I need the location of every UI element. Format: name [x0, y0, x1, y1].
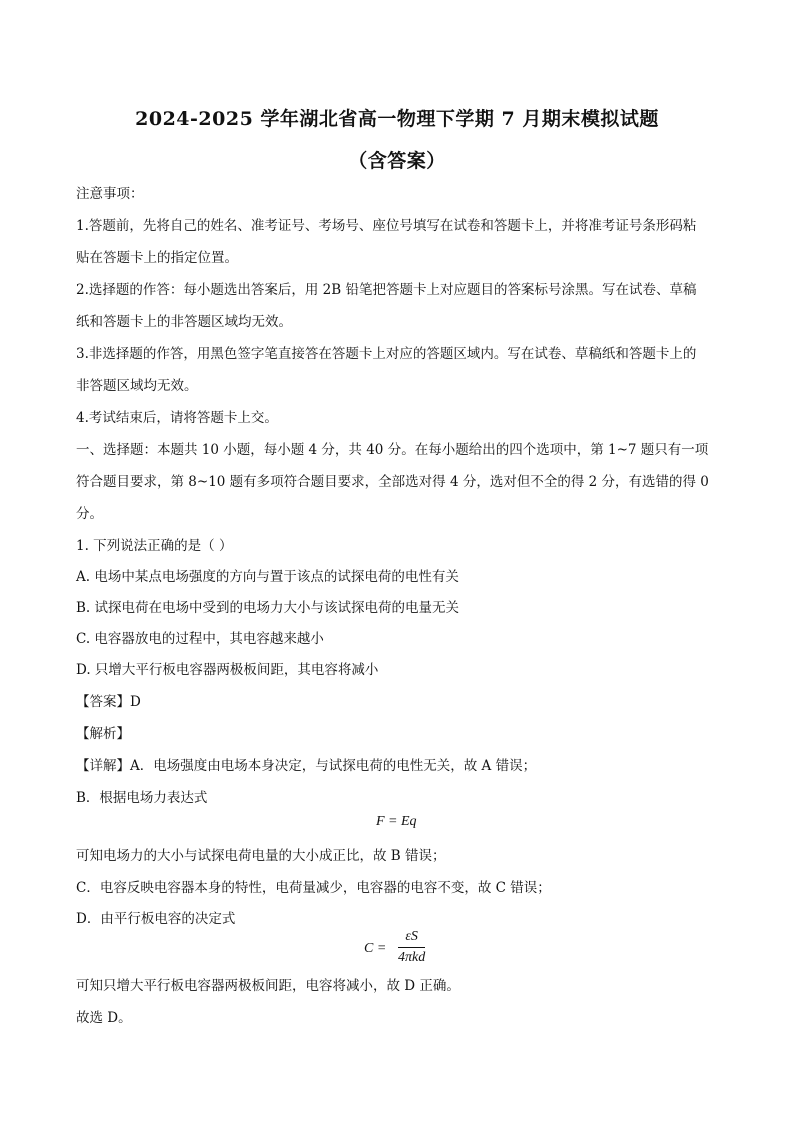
section-instruction: 符合题目要求，第 8~10 题有多项符合题目要求，全部选对得 4 分，选对但不全的得 2 分，有选错的得 0: [76, 474, 709, 490]
option-d: D. 只增大平行板电容器两极板间距，其电容将减小: [76, 662, 379, 678]
notice-line: 4.考试结束后，请将答题卡上交。: [76, 410, 278, 426]
page-subtitle: （含答案）: [348, 150, 446, 172]
detail-line: C．电容反映电容器本身的特性，电荷量减少，电容器的电容不变，故 C 错误；: [76, 880, 551, 896]
notice-line: 纸和答题卡上的非答题区域均无效。: [76, 314, 292, 330]
question-stem: 1. 下列说法正确的是（ ）: [76, 538, 233, 554]
section-instruction: 一、选择题：本题共 10 小题，每小题 4 分，共 40 分。在每小题给出的四个选项中，第 1~7 题只有一项: [76, 442, 709, 458]
section-instruction: 分。: [76, 506, 103, 522]
notice-line: 非答题区域均无效。: [76, 378, 198, 394]
formula-lhs: C =: [364, 941, 387, 956]
option-c: C. 电容器放电的过程中，其电容越来越小: [76, 631, 324, 647]
formula-denominator: 4πkd: [398, 950, 426, 965]
detail-line: D．由平行板电容的决定式: [76, 911, 236, 927]
formula-fraction: [398, 929, 425, 966]
option-a: A. 电场中某点电场强度的方向与置于该点的试探电荷的电性有关: [76, 569, 459, 585]
formula-numerator: εS: [398, 929, 425, 948]
notice-line: 1.答题前，先将自己的姓名、准考证号、考场号、座位号填写在试卷和答题卡上，并将准考证号条形码粘: [76, 218, 697, 234]
detail-line: 故选 D。: [76, 1010, 132, 1026]
answer-line: 【答案】D: [76, 694, 141, 710]
detail-line: 可知只增大平行板电容器两极板间距，电容将减小，故 D 正确。: [76, 978, 460, 994]
detail-line: 【详解】A．电场强度由电场本身决定，与试探电荷的电性无关，故 A 错误；: [76, 758, 537, 774]
notice-line: 3.非选择题的作答，用黑色签字笔直接答在答题卡上对应的答题区域内。写在试卷、草稿纸和答题卡上的: [76, 346, 697, 362]
detail-line: B．根据电场力表达式: [76, 790, 208, 806]
analysis-label: 【解析】: [76, 726, 130, 742]
notice-heading: 注意事项：: [76, 186, 144, 202]
detail-line: 可知电场力的大小与试探电荷电量的大小成正比，故 B 错误；: [76, 848, 446, 864]
formula-force: F = Eq: [376, 814, 417, 829]
notice-line: 2.选择题的作答：每小题选出答案后，用 2B 铅笔把答题卡上对应题目的答案标号涂黑。写在试卷、草稿: [76, 282, 697, 298]
notice-line: 贴在答题卡上的指定位置。: [76, 250, 238, 266]
page-title: 2024-2025 学年湖北省高一物理下学期 7 月期末模拟试题: [135, 108, 659, 130]
option-b: B. 试探电荷在电场中受到的电场力大小与该试探电荷的电量无关: [76, 600, 460, 616]
